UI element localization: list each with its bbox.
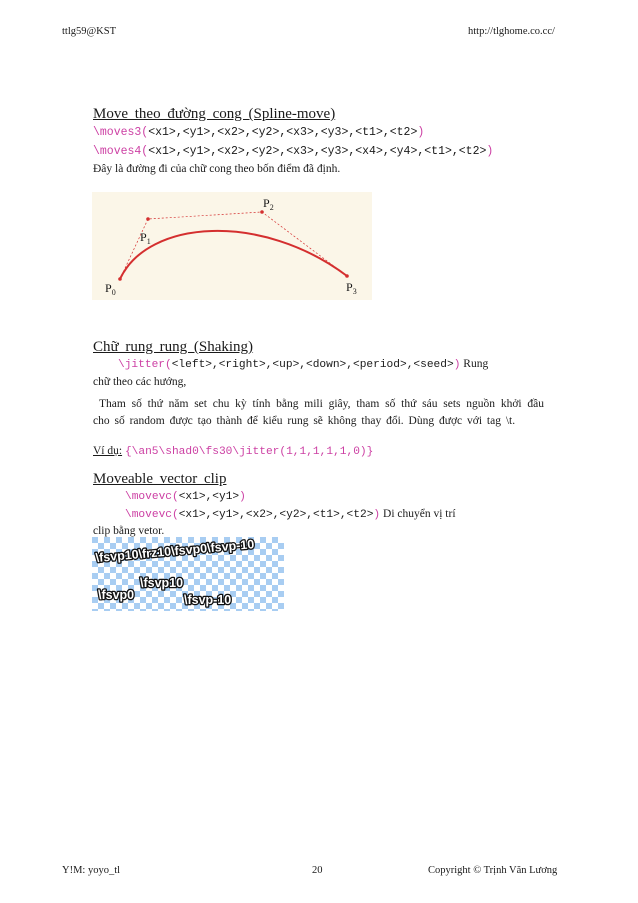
section-heading-shaking: Chữ rung rung (Shaking): [93, 339, 254, 355]
movevc-command-2: \movevc(<x1>,<y1>,<x2>,<y2>,<t1>,<t2>) Di chuyển vị trí: [125, 508, 456, 521]
clip-text-2: \fsvp10: [140, 576, 184, 590]
page-number: 20: [312, 865, 323, 876]
shaking-paragraph: Tham số thứ năm set chu kỳ tính bằng mili giây, tham số thứ sáu sets nguồn khởi đầu cho số random được tạo thành để kiểu rung sẽ không thay đổi. Dùng được với tag \t.: [93, 398, 544, 427]
shaking-example: Ví dụ: {\an5\shad0\fs30\jitter(1,1,1,1,1,0)}: [93, 445, 374, 458]
clip-text-1: \fsvp10\frz10\fsvp0\fsvp-10: [95, 537, 255, 565]
spline-description: Đây là đường đi của chữ cong theo bốn điểm đã định.: [93, 163, 341, 175]
clip-text-3: \fsvp0: [98, 588, 135, 602]
figure-background: [92, 192, 372, 300]
point-p1: [146, 217, 150, 221]
clip-text-4: \fsvp-10: [184, 593, 232, 607]
moves4-command: \moves4(<x1>,<y1>,<x2>,<y2>,<x3>,<y3>,<x4>,<y4>,<t1>,<t2>): [93, 145, 494, 158]
point-p0: [118, 277, 122, 281]
section-heading-vectorclip: Moveable vector clip: [93, 471, 227, 487]
movevc-command-1: \movevc(<x1>,<y1>): [125, 491, 246, 503]
spline-figure: [92, 192, 372, 300]
section-heading-spline: Move theo đường cong (Spline-move): [93, 106, 336, 122]
label-p3: $P_3$: [346, 280, 357, 296]
spline-diagram: [92, 192, 372, 300]
movevc-line2: clip bằng vetor.: [93, 525, 165, 537]
vectorclip-image: [92, 537, 284, 611]
header-right: http://tlghome.co.cc/: [468, 26, 555, 37]
footer-left: Y!M: yoyo_tl: [62, 865, 121, 876]
label-p2: $P_2$: [263, 196, 274, 212]
moves3-command: \moves3(<x1>,<y1>,<x2>,<y2>,<x3>,<y3>,<t1>,<t2>): [93, 126, 425, 139]
point-p3: [345, 274, 349, 278]
jitter-line2: chữ theo các hướng,: [93, 376, 187, 388]
footer-right: Copyright © Trịnh Văn Lương: [428, 865, 558, 876]
jitter-command: \jitter(<left>,<right>,<up>,<down>,<period>,<seed>) Rung: [118, 358, 489, 371]
header-left: ttlg59@KST: [62, 26, 117, 37]
label-p1: $P_1$: [140, 230, 151, 246]
vectorclip-preview: [92, 537, 284, 611]
label-p0: $P_0$: [105, 281, 116, 297]
